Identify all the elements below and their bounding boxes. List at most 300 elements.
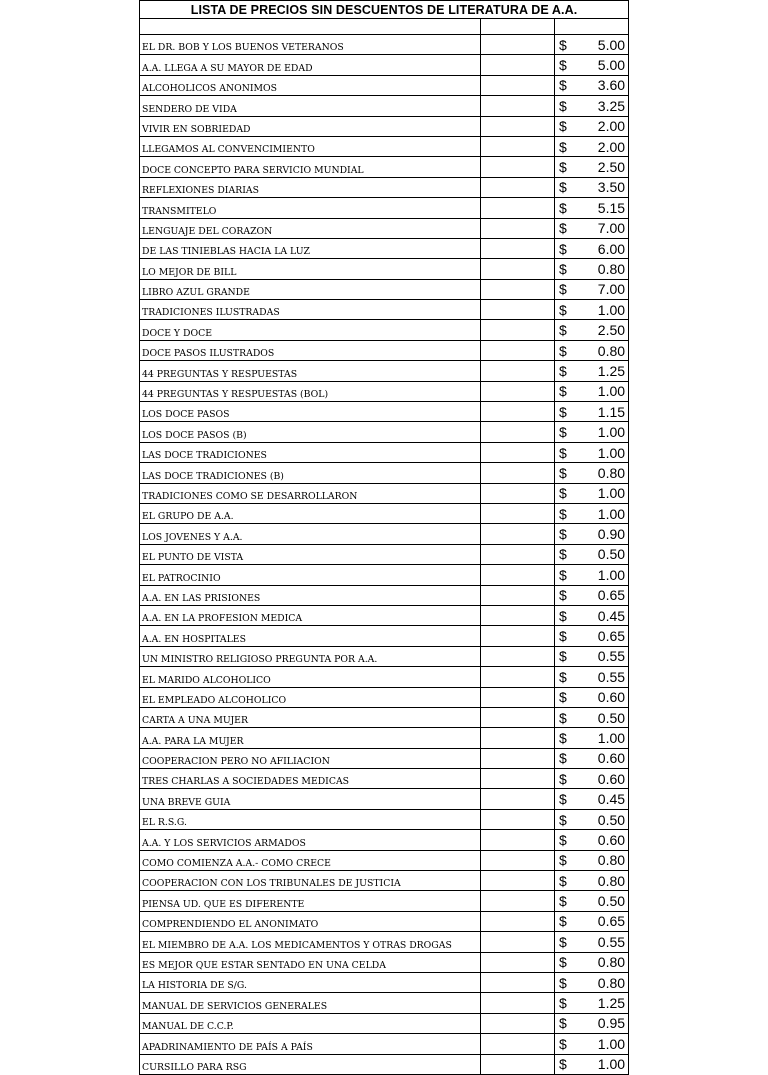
table-row bbox=[140, 259, 629, 279]
price-value: 0.60 bbox=[597, 689, 626, 706]
empty-cell bbox=[481, 789, 555, 809]
currency-symbol: $ bbox=[559, 831, 567, 848]
price-value: 5.00 bbox=[597, 36, 626, 53]
price-cell bbox=[555, 707, 629, 727]
currency-symbol: $ bbox=[559, 1035, 567, 1052]
price-value: 0.60 bbox=[597, 831, 626, 848]
price-cell bbox=[555, 871, 629, 891]
empty-cell bbox=[481, 157, 555, 177]
empty-cell bbox=[481, 300, 555, 320]
table-row bbox=[140, 55, 629, 75]
price-cell bbox=[555, 300, 629, 320]
empty-cell bbox=[481, 809, 555, 829]
item-name: COMO COMIENZA A.A.- COMO CRECE bbox=[140, 850, 481, 870]
currency-symbol: $ bbox=[559, 729, 567, 746]
price-value: 0.60 bbox=[597, 750, 626, 767]
table-row bbox=[140, 626, 629, 646]
price-cell bbox=[555, 218, 629, 238]
price-value: 1.00 bbox=[597, 424, 626, 441]
price-value: 1.00 bbox=[597, 729, 626, 746]
price-cell bbox=[555, 75, 629, 95]
currency-symbol: $ bbox=[559, 1015, 567, 1032]
table-row bbox=[140, 809, 629, 829]
price-value: 0.55 bbox=[597, 648, 626, 665]
empty-cell bbox=[481, 279, 555, 299]
item-name: 44 PREGUNTAS Y RESPUESTAS bbox=[140, 361, 481, 381]
currency-symbol: $ bbox=[559, 628, 567, 645]
table-row bbox=[140, 605, 629, 625]
table-row bbox=[140, 769, 629, 789]
table-row bbox=[140, 116, 629, 136]
price-value: 0.50 bbox=[597, 893, 626, 910]
empty-cell bbox=[481, 544, 555, 564]
empty-cell bbox=[481, 972, 555, 992]
currency-symbol: $ bbox=[559, 648, 567, 665]
empty-cell bbox=[481, 585, 555, 605]
empty-cell bbox=[481, 463, 555, 483]
price-cell bbox=[555, 259, 629, 279]
empty-cell bbox=[481, 1054, 555, 1074]
table-row bbox=[140, 952, 629, 972]
price-cell bbox=[555, 442, 629, 462]
price-cell bbox=[555, 748, 629, 768]
table-row bbox=[140, 544, 629, 564]
empty-cell bbox=[481, 667, 555, 687]
item-name: LOS JOVENES Y A.A. bbox=[140, 524, 481, 544]
item-name: A.A. EN LA PROFESION MEDICA bbox=[140, 605, 481, 625]
item-name: EL GRUPO DE A.A. bbox=[140, 503, 481, 523]
price-cell bbox=[555, 422, 629, 442]
table-row bbox=[140, 483, 629, 503]
price-value: 0.65 bbox=[597, 913, 626, 930]
price-value: 1.00 bbox=[597, 1056, 626, 1073]
table-row bbox=[140, 524, 629, 544]
blank-cell bbox=[140, 19, 481, 35]
currency-symbol: $ bbox=[559, 342, 567, 359]
item-name: DOCE Y DOCE bbox=[140, 320, 481, 340]
currency-symbol: $ bbox=[559, 668, 567, 685]
price-cell bbox=[555, 585, 629, 605]
price-value: 1.00 bbox=[597, 383, 626, 400]
empty-cell bbox=[481, 218, 555, 238]
table-row bbox=[140, 463, 629, 483]
price-cell bbox=[555, 1054, 629, 1074]
price-value: 3.50 bbox=[597, 179, 626, 196]
currency-symbol: $ bbox=[559, 872, 567, 889]
currency-symbol: $ bbox=[559, 770, 567, 787]
price-value: 0.55 bbox=[597, 933, 626, 950]
item-name: LOS DOCE PASOS (B) bbox=[140, 422, 481, 442]
price-cell bbox=[555, 646, 629, 666]
price-value: 3.25 bbox=[597, 97, 626, 114]
currency-symbol: $ bbox=[559, 220, 567, 237]
item-name: APADRINAMIENTO DE PAÍS A PAÍS bbox=[140, 1034, 481, 1054]
currency-symbol: $ bbox=[559, 199, 567, 216]
currency-symbol: $ bbox=[559, 383, 567, 400]
price-cell bbox=[555, 565, 629, 585]
empty-cell bbox=[481, 340, 555, 360]
item-name: TRANSMITELO bbox=[140, 198, 481, 218]
item-name: DOCE PASOS ILUSTRADOS bbox=[140, 340, 481, 360]
price-value: 1.25 bbox=[597, 995, 626, 1012]
price-value: 1.25 bbox=[597, 362, 626, 379]
currency-symbol: $ bbox=[559, 485, 567, 502]
empty-cell bbox=[481, 96, 555, 116]
item-name: COOPERACION CON LOS TRIBUNALES DE JUSTICIA bbox=[140, 871, 481, 891]
table-row bbox=[140, 442, 629, 462]
price-value: 2.00 bbox=[597, 138, 626, 155]
currency-symbol: $ bbox=[559, 526, 567, 543]
table-row bbox=[140, 707, 629, 727]
price-value: 0.80 bbox=[597, 464, 626, 481]
currency-symbol: $ bbox=[559, 464, 567, 481]
table-row bbox=[140, 728, 629, 748]
price-cell bbox=[555, 503, 629, 523]
table-row bbox=[140, 300, 629, 320]
empty-cell bbox=[481, 850, 555, 870]
item-name: UN MINISTRO RELIGIOSO PREGUNTA POR A.A. bbox=[140, 646, 481, 666]
price-value: 1.00 bbox=[597, 301, 626, 318]
table-row bbox=[140, 789, 629, 809]
price-value: 1.00 bbox=[597, 444, 626, 461]
price-cell bbox=[555, 830, 629, 850]
currency-symbol: $ bbox=[559, 138, 567, 155]
price-cell bbox=[555, 177, 629, 197]
price-value: 0.45 bbox=[597, 607, 626, 624]
currency-symbol: $ bbox=[559, 322, 567, 339]
table-row bbox=[140, 218, 629, 238]
price-cell bbox=[555, 769, 629, 789]
currency-symbol: $ bbox=[559, 913, 567, 930]
item-name: CURSILLO PARA RSG bbox=[140, 1054, 481, 1074]
price-cell bbox=[555, 381, 629, 401]
empty-cell bbox=[481, 993, 555, 1013]
price-cell bbox=[555, 340, 629, 360]
table-row bbox=[140, 238, 629, 258]
empty-cell bbox=[481, 932, 555, 952]
price-value: 0.65 bbox=[597, 587, 626, 604]
price-cell bbox=[555, 1013, 629, 1033]
price-value: 0.50 bbox=[597, 709, 626, 726]
blank-cell bbox=[555, 19, 629, 35]
table-row bbox=[140, 422, 629, 442]
price-cell bbox=[555, 1034, 629, 1054]
empty-cell bbox=[481, 605, 555, 625]
item-name: TRES CHARLAS A SOCIEDADES MEDICAS bbox=[140, 769, 481, 789]
price-cell bbox=[555, 463, 629, 483]
table-row bbox=[140, 157, 629, 177]
currency-symbol: $ bbox=[559, 424, 567, 441]
item-name: EL EMPLEADO ALCOHOLICO bbox=[140, 687, 481, 707]
price-value: 0.55 bbox=[597, 668, 626, 685]
currency-symbol: $ bbox=[559, 159, 567, 176]
price-value: 0.45 bbox=[597, 791, 626, 808]
currency-symbol: $ bbox=[559, 281, 567, 298]
table-row bbox=[140, 1013, 629, 1033]
price-value: 6.00 bbox=[597, 240, 626, 257]
price-value: 2.50 bbox=[597, 322, 626, 339]
currency-symbol: $ bbox=[559, 607, 567, 624]
price-cell bbox=[555, 605, 629, 625]
item-name: LAS DOCE TRADICIONES (B) bbox=[140, 463, 481, 483]
item-name: MANUAL DE SERVICIOS GENERALES bbox=[140, 993, 481, 1013]
item-name: EL MARIDO ALCOHOLICO bbox=[140, 667, 481, 687]
item-name: DOCE CONCEPTO PARA SERVICIO MUNDIAL bbox=[140, 157, 481, 177]
table-row bbox=[140, 932, 629, 952]
empty-cell bbox=[481, 55, 555, 75]
item-name: UNA BREVE GUIA bbox=[140, 789, 481, 809]
empty-cell bbox=[481, 1034, 555, 1054]
currency-symbol: $ bbox=[559, 893, 567, 910]
price-cell bbox=[555, 55, 629, 75]
price-value: 0.95 bbox=[597, 1015, 626, 1032]
price-cell bbox=[555, 952, 629, 972]
price-value: 0.80 bbox=[597, 342, 626, 359]
empty-cell bbox=[481, 565, 555, 585]
blank-cell bbox=[481, 19, 555, 35]
table-row bbox=[140, 667, 629, 687]
price-value: 5.00 bbox=[597, 57, 626, 74]
price-cell bbox=[555, 279, 629, 299]
price-value: 0.80 bbox=[597, 852, 626, 869]
table-row bbox=[140, 585, 629, 605]
table-row bbox=[140, 850, 629, 870]
currency-symbol: $ bbox=[559, 403, 567, 420]
empty-cell bbox=[481, 238, 555, 258]
empty-cell bbox=[481, 177, 555, 197]
empty-cell bbox=[481, 442, 555, 462]
empty-cell bbox=[481, 75, 555, 95]
price-value: 2.00 bbox=[597, 118, 626, 135]
price-value: 3.60 bbox=[597, 77, 626, 94]
currency-symbol: $ bbox=[559, 36, 567, 53]
item-name: A.A. EN HOSPITALES bbox=[140, 626, 481, 646]
item-name: COMPRENDIENDO EL ANONIMATO bbox=[140, 911, 481, 931]
item-name: A.A. Y LOS SERVICIOS ARMADOS bbox=[140, 830, 481, 850]
table-row bbox=[140, 646, 629, 666]
item-name: A.A. EN LAS PRISIONES bbox=[140, 585, 481, 605]
empty-cell bbox=[481, 728, 555, 748]
item-name: REFLEXIONES DIARIAS bbox=[140, 177, 481, 197]
price-value: 1.00 bbox=[597, 566, 626, 583]
price-list-table bbox=[139, 0, 629, 1075]
currency-symbol: $ bbox=[559, 301, 567, 318]
currency-symbol: $ bbox=[559, 750, 567, 767]
table-row bbox=[140, 177, 629, 197]
item-name: LLEGAMOS AL CONVENCIMIENTO bbox=[140, 136, 481, 156]
table-row bbox=[140, 748, 629, 768]
table-row bbox=[140, 279, 629, 299]
price-value: 0.80 bbox=[597, 260, 626, 277]
table-row bbox=[140, 96, 629, 116]
price-cell bbox=[555, 361, 629, 381]
price-cell bbox=[555, 157, 629, 177]
currency-symbol: $ bbox=[559, 260, 567, 277]
table-row bbox=[140, 35, 629, 55]
price-cell bbox=[555, 809, 629, 829]
price-cell bbox=[555, 626, 629, 646]
currency-symbol: $ bbox=[559, 974, 567, 991]
price-cell bbox=[555, 544, 629, 564]
empty-cell bbox=[481, 769, 555, 789]
title-row bbox=[140, 1, 629, 19]
table-row bbox=[140, 830, 629, 850]
table-row bbox=[140, 136, 629, 156]
item-name: A.A. LLEGA A SU MAYOR DE EDAD bbox=[140, 55, 481, 75]
item-name: LENGUAJE DEL CORAZON bbox=[140, 218, 481, 238]
currency-symbol: $ bbox=[559, 57, 567, 74]
item-name: ES MEJOR QUE ESTAR SENTADO EN UNA CELDA bbox=[140, 952, 481, 972]
item-name: EL DR. BOB Y LOS BUENOS VETERANOS bbox=[140, 35, 481, 55]
currency-symbol: $ bbox=[559, 97, 567, 114]
empty-cell bbox=[481, 871, 555, 891]
item-name: CARTA A UNA MUJER bbox=[140, 707, 481, 727]
price-cell bbox=[555, 402, 629, 422]
item-name: LAS DOCE TRADICIONES bbox=[140, 442, 481, 462]
item-name: TRADICIONES ILUSTRADAS bbox=[140, 300, 481, 320]
price-value: 0.80 bbox=[597, 954, 626, 971]
currency-symbol: $ bbox=[559, 444, 567, 461]
price-value: 0.50 bbox=[597, 811, 626, 828]
empty-cell bbox=[481, 891, 555, 911]
table-row bbox=[140, 198, 629, 218]
table-row bbox=[140, 75, 629, 95]
item-name: LO MEJOR DE BILL bbox=[140, 259, 481, 279]
price-value: 0.80 bbox=[597, 872, 626, 889]
item-name: PIENSA UD. QUE ES DIFERENTE bbox=[140, 891, 481, 911]
price-cell bbox=[555, 524, 629, 544]
table-row bbox=[140, 1034, 629, 1054]
currency-symbol: $ bbox=[559, 587, 567, 604]
price-value: 0.50 bbox=[597, 546, 626, 563]
price-cell bbox=[555, 35, 629, 55]
empty-cell bbox=[481, 259, 555, 279]
item-name: VIVIR EN SOBRIEDAD bbox=[140, 116, 481, 136]
table-row bbox=[140, 891, 629, 911]
currency-symbol: $ bbox=[559, 995, 567, 1012]
item-name: A.A. PARA LA MUJER bbox=[140, 728, 481, 748]
price-value: 0.65 bbox=[597, 628, 626, 645]
empty-cell bbox=[481, 402, 555, 422]
item-name: EL MIEMBRO DE A.A. LOS MEDICAMENTOS Y OTRAS DROGAS bbox=[140, 932, 481, 952]
currency-symbol: $ bbox=[559, 811, 567, 828]
currency-symbol: $ bbox=[559, 546, 567, 563]
empty-cell bbox=[481, 116, 555, 136]
table-row bbox=[140, 361, 629, 381]
price-cell bbox=[555, 891, 629, 911]
table-row bbox=[140, 565, 629, 585]
currency-symbol: $ bbox=[559, 566, 567, 583]
item-name: ALCOHOLICOS ANONIMOS bbox=[140, 75, 481, 95]
price-cell bbox=[555, 993, 629, 1013]
empty-cell bbox=[481, 687, 555, 707]
price-value: 1.00 bbox=[597, 505, 626, 522]
price-value: 7.00 bbox=[597, 281, 626, 298]
currency-symbol: $ bbox=[559, 240, 567, 257]
empty-cell bbox=[481, 35, 555, 55]
price-value: 1.15 bbox=[597, 403, 626, 420]
price-value: 1.00 bbox=[597, 485, 626, 502]
price-cell bbox=[555, 911, 629, 931]
item-name: EL PATROCINIO bbox=[140, 565, 481, 585]
item-name: 44 PREGUNTAS Y RESPUESTAS (BOL) bbox=[140, 381, 481, 401]
price-cell bbox=[555, 789, 629, 809]
empty-cell bbox=[481, 748, 555, 768]
empty-cell bbox=[481, 646, 555, 666]
empty-cell bbox=[481, 198, 555, 218]
currency-symbol: $ bbox=[559, 118, 567, 135]
currency-symbol: $ bbox=[559, 362, 567, 379]
empty-cell bbox=[481, 626, 555, 646]
price-cell bbox=[555, 667, 629, 687]
table-title: LISTA DE PRECIOS SIN DESCUENTOS DE LITERATURA DE A.A. bbox=[140, 1, 629, 19]
empty-cell bbox=[481, 503, 555, 523]
item-name: LOS DOCE PASOS bbox=[140, 402, 481, 422]
item-name: EL R.S.G. bbox=[140, 809, 481, 829]
price-value: 0.60 bbox=[597, 770, 626, 787]
empty-cell bbox=[481, 483, 555, 503]
price-cell bbox=[555, 116, 629, 136]
item-name: DE LAS TINIEBLAS HACIA LA LUZ bbox=[140, 238, 481, 258]
empty-cell bbox=[481, 1013, 555, 1033]
empty-cell bbox=[481, 361, 555, 381]
table-row bbox=[140, 340, 629, 360]
currency-symbol: $ bbox=[559, 179, 567, 196]
currency-symbol: $ bbox=[559, 791, 567, 808]
price-cell bbox=[555, 687, 629, 707]
empty-cell bbox=[481, 524, 555, 544]
empty-cell bbox=[481, 911, 555, 931]
empty-cell bbox=[481, 707, 555, 727]
price-cell bbox=[555, 238, 629, 258]
currency-symbol: $ bbox=[559, 689, 567, 706]
empty-cell bbox=[481, 830, 555, 850]
price-cell bbox=[555, 198, 629, 218]
price-cell bbox=[555, 483, 629, 503]
price-value: 0.90 bbox=[597, 526, 626, 543]
item-name: EL PUNTO DE VISTA bbox=[140, 544, 481, 564]
table-row bbox=[140, 320, 629, 340]
table-row bbox=[140, 503, 629, 523]
currency-symbol: $ bbox=[559, 1056, 567, 1073]
empty-cell bbox=[481, 952, 555, 972]
price-cell bbox=[555, 136, 629, 156]
empty-cell bbox=[481, 136, 555, 156]
empty-cell bbox=[481, 320, 555, 340]
empty-cell bbox=[481, 422, 555, 442]
price-cell bbox=[555, 850, 629, 870]
table-row bbox=[140, 402, 629, 422]
empty-cell bbox=[481, 381, 555, 401]
table-row bbox=[140, 972, 629, 992]
price-value: 2.50 bbox=[597, 159, 626, 176]
blank-row bbox=[140, 19, 629, 35]
price-cell bbox=[555, 96, 629, 116]
table-row bbox=[140, 381, 629, 401]
table-row bbox=[140, 1054, 629, 1074]
price-value: 1.00 bbox=[597, 1035, 626, 1052]
price-value: 0.80 bbox=[597, 974, 626, 991]
item-name: COOPERACION PERO NO AFILIACION bbox=[140, 748, 481, 768]
price-cell bbox=[555, 728, 629, 748]
item-name: TRADICIONES COMO SE DESARROLLARON bbox=[140, 483, 481, 503]
price-cell bbox=[555, 972, 629, 992]
price-value: 7.00 bbox=[597, 220, 626, 237]
price-value: 5.15 bbox=[597, 199, 626, 216]
item-name: MANUAL DE C.C.P. bbox=[140, 1013, 481, 1033]
price-cell bbox=[555, 320, 629, 340]
currency-symbol: $ bbox=[559, 505, 567, 522]
